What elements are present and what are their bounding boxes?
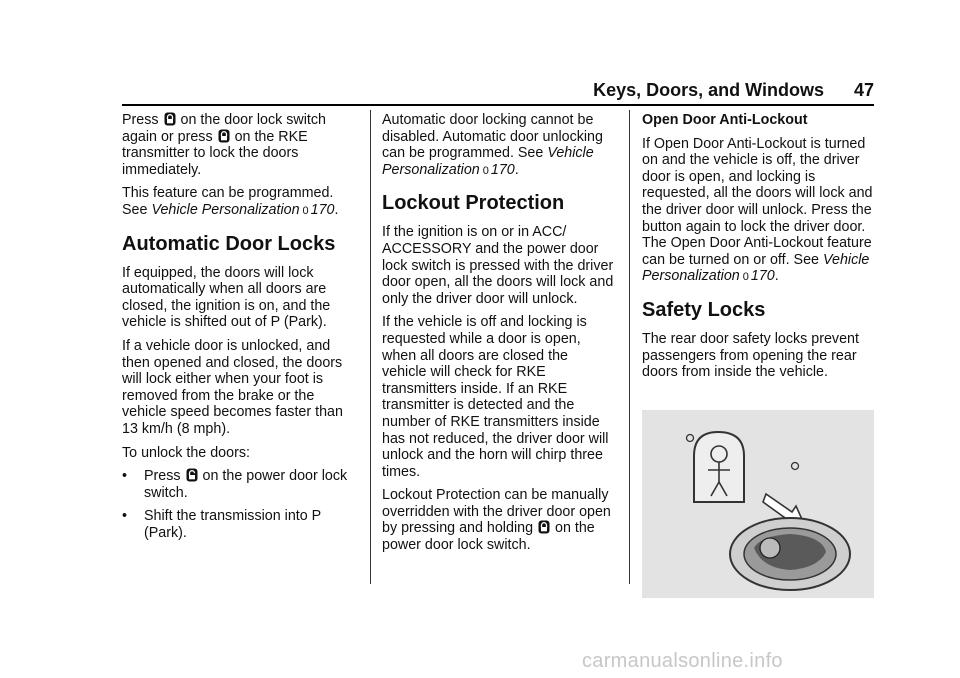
bullet-icon: •: [122, 508, 128, 525]
header-rule: [122, 104, 874, 106]
paragraph: If Open Door Anti-Lockout is turned on and the vehicle is off, the driver door is open, and locking is requested, all the doors will lock and the driver door will unlock. Press the button again to lock the driver door. The Open Door Anti-Lockout feature can be turned on or off. See Vehicle Personalization 0 170.: [642, 135, 873, 285]
lock-key-icon: [218, 129, 230, 143]
text: Lockout Protection can be manually overridden with the driver door open by pressing and holding: [382, 487, 611, 537]
section-heading: Automatic Door Locks: [122, 232, 336, 255]
text: [144, 468, 354, 501]
watermark-text: carmanualsonline.info: [582, 650, 783, 672]
column-2: [382, 112, 614, 561]
paragraph: Automatic door locking cannot be disabled. Automatic door unlocking can be programmed. See Vehicle Personalization 0 170.: [382, 112, 603, 178]
paragraph: [122, 112, 354, 178]
paragraph: This feature can be programmed. See Vehicle Personalization 0 170.: [122, 185, 339, 218]
page-ref-icon: 0: [482, 164, 489, 177]
section-title: Keys, Doors, and Windows: [593, 80, 824, 100]
paragraph: [382, 487, 614, 553]
page-reference[interactable]: 170: [490, 161, 515, 178]
lock-key-icon: [164, 112, 176, 126]
column-1: [122, 112, 354, 548]
list-item: [122, 468, 354, 501]
text: on the power door lock switch.: [144, 468, 348, 501]
text: Automatic door locking cannot be disabled. Automatic door unlocking can be programmed. See: [382, 112, 603, 162]
child-safety-lock-illustration: [642, 410, 874, 598]
paragraph: To unlock the doors:: [122, 444, 250, 461]
section-heading: Safety Locks: [642, 298, 766, 321]
text: on the power door lock switch.: [382, 520, 595, 554]
page-ref-icon: 0: [302, 204, 309, 217]
page-number: 47: [853, 80, 874, 100]
section-heading: Lockout Protection: [382, 192, 565, 215]
text: Press: [122, 112, 159, 128]
paragraph: The rear door safety locks prevent passengers from opening the rear doors from inside the vehicle.: [642, 330, 859, 381]
text: Press: [144, 468, 181, 485]
cross-reference-link[interactable]: Vehicle Personalization: [642, 251, 870, 285]
page-reference[interactable]: 170: [750, 268, 775, 285]
paragraph: If equipped, the doors will lock automatically when all doors are closed, the ignition is on, and the vehicle is shifted out of P (Park).: [122, 264, 331, 331]
unlock-key-icon: [186, 468, 198, 482]
page-reference[interactable]: 170: [310, 201, 335, 218]
paragraph: If the vehicle is off and locking is requested while a door is open, when all doors are closed the vehicle will check for RKE transmitters inside. If an RKE transmitter is detected and the number of RKE transmitters inside has not reduced, the driver door will unlock and the horn will chirp three times.: [382, 314, 609, 480]
text: again or press: [122, 128, 213, 145]
cross-reference-link[interactable]: Vehicle Personalization: [382, 145, 594, 178]
subheading: Open Door Anti-Lockout: [642, 112, 808, 128]
column-divider: [370, 110, 371, 584]
text: This feature can be programmed. See: [122, 185, 334, 218]
page-header: [593, 80, 874, 101]
page-ref-icon: 0: [742, 271, 749, 284]
text: Shift the transmission into P (Park).: [144, 508, 321, 541]
bullet-icon: •: [122, 468, 128, 485]
lock-key-icon: [538, 520, 550, 534]
text: on the RKE transmitter to lock the doors immediately.: [122, 128, 308, 178]
paragraph: If the ignition is on or in ACC/ ACCESSORY and the power door lock switch is pressed with the driver door open, all the doors will lock and only the driver door will unlock.: [382, 224, 614, 307]
column-divider: [629, 110, 630, 584]
paragraph: If a vehicle door is unlocked, and then opened and closed, the doors will lock either when your foot is removed from the brake or the vehicle speed becomes faster than 13 km/h (8 mph).: [122, 337, 343, 437]
text: If Open Door Anti-Lockout is turned on and the vehicle is off, the driver door is open, and locking is requested, all the doors will lock and the driver door will unlock. Press the button again to lock the driver door. The Open Door Anti-Lockout feature can be turned on or off. See: [642, 135, 873, 268]
cross-reference-link[interactable]: Vehicle Personalization: [151, 201, 300, 218]
text: on the door lock switch: [180, 112, 326, 128]
column-3: [642, 112, 874, 602]
list-item: [122, 508, 354, 541]
